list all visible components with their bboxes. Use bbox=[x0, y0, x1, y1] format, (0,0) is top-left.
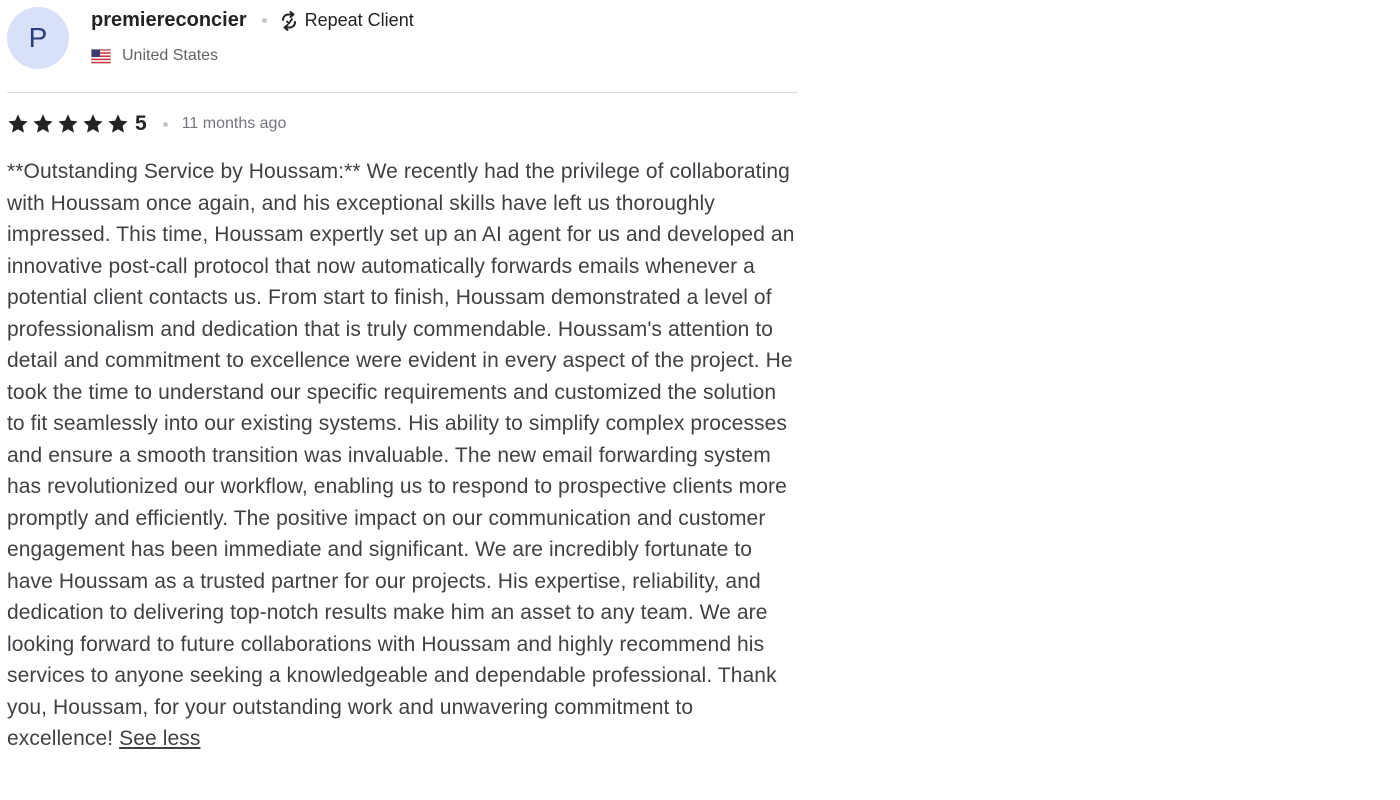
review-header bbox=[7, 0, 798, 93]
review-text: **Outstanding Service by Houssam:** We recently had the privilege of collaborating with Houssam once again, and his exceptional skills have left us thoroughly impressed. This time, Houssam expertly set up an AI agent for us and developed an innovative post-call protocol that now automatically forwards emails whenever a potential client contacts us. From start to finish, Houssam demonstrated a level of professionalism and dedication that is truly commendable. Houssam's attention to detail and commitment to excellence were evident in every aspect of the project. He took the time to understand our specific requirements and customized the solution to fit seamlessly into our existing systems. His ability to simplify complex processes and ensure a smooth transition was invaluable. The new email forwarding system has revolutionized our workflow, enabling us to respond to prospective clients more promptly and efficiently. The positive impact on our communication and customer engagement has been immediate and significant. We are incredibly fortunate to have Houssam as a trusted partner for our projects. His expertise, reliability, and dedication to delivering top-notch results make him an asset to any team. We are looking forward to future collaborations with Houssam and highly recommend his services to anyone seeking a knowledgeable and dependable professional. Thank you, Houssam, for your outstanding work and unwavering commitment to excellence! bbox=[7, 160, 795, 750]
avatar[interactable] bbox=[7, 7, 69, 69]
star-rating bbox=[7, 113, 132, 135]
separator-dot bbox=[163, 122, 168, 127]
country-name: United States bbox=[122, 47, 219, 64]
rating-value: 5 bbox=[135, 112, 147, 135]
country-line bbox=[91, 47, 218, 65]
rating-line bbox=[7, 112, 286, 136]
repeat-client-badge bbox=[279, 10, 414, 31]
star-icon bbox=[7, 113, 29, 135]
star-icon bbox=[57, 113, 79, 135]
see-less-link[interactable]: See less bbox=[119, 727, 201, 750]
user-line bbox=[91, 9, 414, 32]
separator-dot bbox=[262, 18, 267, 23]
star-icon bbox=[107, 113, 129, 135]
star-icon bbox=[32, 113, 54, 135]
review-card bbox=[7, 0, 798, 750]
username[interactable]: premiereconcier bbox=[91, 9, 247, 31]
star-icon bbox=[82, 113, 104, 135]
repeat-client-label: Repeat Client bbox=[304, 10, 414, 30]
us-flag-icon bbox=[91, 49, 111, 64]
repeat-icon bbox=[279, 11, 299, 31]
review-time: 11 months ago bbox=[181, 115, 287, 132]
review-body bbox=[7, 156, 798, 755]
avatar-initial: P bbox=[28, 22, 48, 53]
